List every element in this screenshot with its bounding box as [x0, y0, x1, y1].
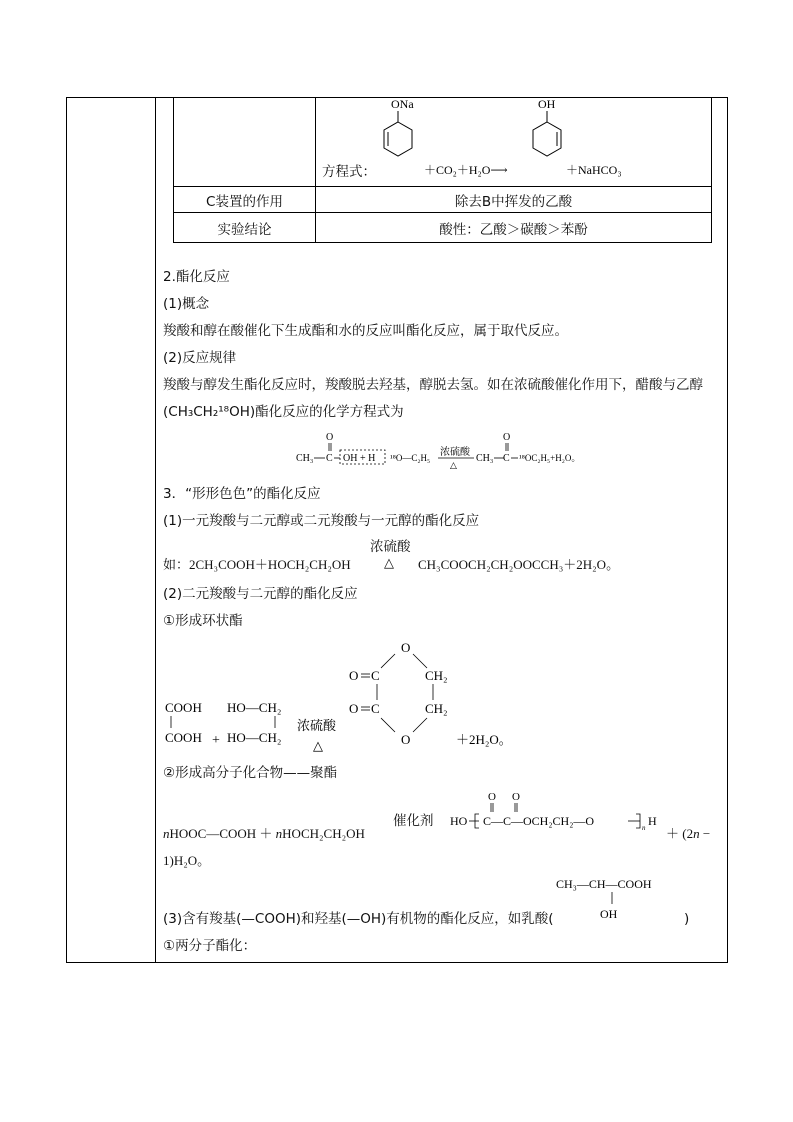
- poly-tail-2: −: [699, 826, 711, 841]
- n-coefficient-1: n: [163, 826, 170, 841]
- eq-box-text: OH + H: [343, 453, 376, 464]
- glycol-bottom: HO—CH₂: [227, 730, 282, 745]
- cyclic-water: ＋2H₂O。: [456, 732, 512, 747]
- equation-middle: ＋CO₂＋H₂O⟶: [424, 163, 508, 177]
- example-heat: △: [384, 556, 394, 571]
- example-prefix: 如：2CH₃COOH＋HOCH₂CH₂OH: [163, 557, 351, 572]
- section3-sub1: (1)一元羧酸与二元醇或二元羧酸与一元醇的酯化反应: [163, 513, 480, 529]
- cyclic-heat: △: [313, 738, 323, 753]
- plus-sign: +: [212, 733, 220, 748]
- n-coefficient-3: n: [693, 826, 700, 841]
- lactic-acid-structure: [554, 874, 704, 921]
- section2-title: 2.酯化反应: [163, 269, 230, 285]
- glycol-top: HO—CH₂: [227, 700, 282, 715]
- section2-rule-line2: (CH₃CH₂¹⁸OH)酯化反应的化学方程式为: [163, 404, 404, 420]
- item-two-molecule: ①两分子酯化：: [163, 938, 257, 954]
- section2-definition: 羧酸和醇在酸催化下生成酯和水的反应叫酯化反应，属于取代反应。: [163, 323, 568, 339]
- item-cyclic-ester: ①形成环状酯: [163, 613, 243, 629]
- poly-chain: C—C—OCH₂CH₂—O: [483, 814, 595, 828]
- example-product: CH₃COOCH₂CH₂OOCCH₃＋2H₂O。: [418, 557, 620, 572]
- lactic-oh: OH: [600, 907, 618, 921]
- polyester-reactants: [163, 823, 365, 842]
- experiment-table: [173, 97, 712, 243]
- equation-end: ＋NaHCO₃: [566, 163, 622, 177]
- ring-ch2-bottom: CH₂: [425, 701, 448, 716]
- poly-o-2: O: [512, 791, 520, 803]
- cyclic-condition: 浓硫酸: [297, 719, 337, 734]
- polyester-left: HOOC—COOH ＋: [169, 826, 276, 841]
- row3-value: 酸性：乙酸＞碳酸＞苯酚: [316, 213, 712, 243]
- section3-sub3: (3)含有羧基(—COOH)和羟基(—OH)有机物的酯化反应，如乳酸(: [163, 911, 554, 927]
- ring-o-top: O: [401, 640, 411, 655]
- oxalic-cooh-1: COOH: [165, 700, 202, 715]
- eq-o: O: [326, 432, 334, 443]
- section3-sub2: (2)二元羧酸与二元醇的酯化反应: [163, 586, 358, 602]
- ring-ch2-top: CH₂: [425, 668, 448, 683]
- polyester-glycol: HOCH₂CH₂OH: [282, 826, 365, 841]
- ring-o-left-bottom: O: [349, 701, 359, 716]
- empty-cell: [174, 98, 316, 187]
- eq-c: C: [326, 453, 333, 464]
- esterification-equation: [292, 430, 692, 470]
- lactic-top: CH₃—CH—COOH: [556, 877, 652, 891]
- poly-ho: HO: [450, 814, 468, 828]
- eq-right-ch3: CH₃: [476, 453, 494, 464]
- section3-title: 3．“形形色色”的酯化反应: [163, 486, 321, 502]
- equation-cell: [316, 98, 712, 187]
- eq-right-o: O: [503, 432, 511, 443]
- phenol-label: OH: [538, 97, 556, 111]
- poly-n: n: [642, 824, 646, 832]
- oxalic-cooh-2: COOH: [165, 730, 202, 745]
- ring-c-top: C: [371, 668, 380, 683]
- column-divider: [155, 97, 156, 963]
- row2-value: 除去B中挥发的乙酸: [316, 187, 712, 213]
- poly-o-1: O: [488, 791, 496, 803]
- eq-heat: △: [450, 460, 457, 470]
- cyclic-ester-reaction: [163, 640, 543, 753]
- ring-o-bottom: O: [401, 732, 411, 747]
- example-condition: 浓硫酸: [370, 539, 411, 555]
- polyester-catalyst: 催化剂: [393, 813, 434, 829]
- equation-label: 方程式：: [322, 164, 376, 180]
- poly-h: H: [648, 814, 657, 828]
- poly-tail-1: ＋ (2: [666, 826, 694, 841]
- row2-label: C装置的作用: [174, 187, 316, 213]
- eq-right-c: C: [503, 453, 510, 464]
- ring-o-left-top: O: [349, 668, 359, 683]
- section2-sub1: (1)概念: [163, 296, 210, 312]
- eq-condition: 浓硫酸: [440, 447, 470, 458]
- item-polyester: ②形成高分子化合物——聚酯: [163, 765, 338, 781]
- section2-sub2: (2)反应规律: [163, 350, 237, 366]
- sodium-phenoxide-label: ONa: [391, 97, 414, 111]
- section3-sub3-close: ): [684, 911, 690, 927]
- polyester-water: [666, 823, 710, 842]
- ring-c-bottom: C: [371, 701, 380, 716]
- eq-right-tail: ¹⁸OC₂H₅+H₂O。: [519, 453, 581, 463]
- section2-rule-line1: 羧酸与醇发生酯化反应时，羧酸脱去羟基，醇脱去氢。如在浓硫酸催化作用下，醋酸与乙醇: [163, 377, 703, 393]
- phenol-equation-figure: [316, 98, 716, 187]
- row3-label: 实验结论: [174, 213, 316, 243]
- n-coefficient-2: n: [275, 826, 283, 841]
- polyester-water-line2: 1)H₂O。: [163, 853, 211, 868]
- eq-ch3: CH₃: [296, 453, 314, 464]
- eq-alcohol: ¹⁸O—C₂H₅: [390, 453, 431, 463]
